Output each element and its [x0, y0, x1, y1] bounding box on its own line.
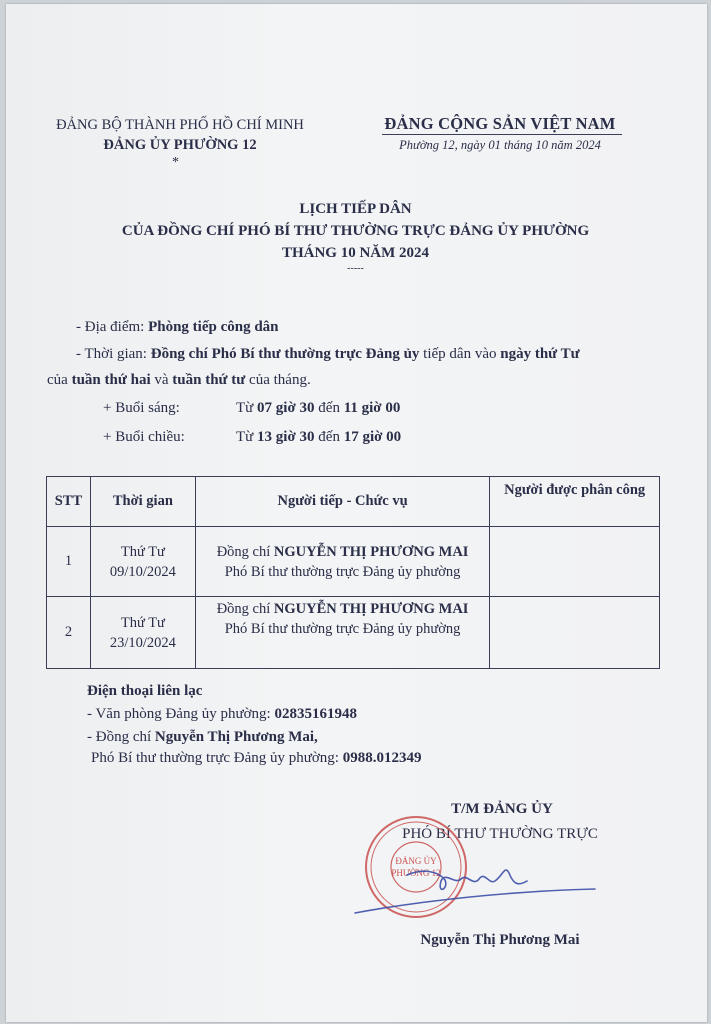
header-star: *: [172, 155, 179, 170]
afternoon-label: + Buổi chiều:: [103, 429, 185, 445]
time-line2-text-c: của tháng.: [245, 372, 311, 388]
receiver-prefix: Đồng chí: [216, 543, 274, 560]
document-subtitle: CỦA ĐỒNG CHÍ PHÓ BÍ THƯ THƯỜNG TRỰC ĐẢNG ỦY PHƯỜNG: [121, 223, 590, 239]
row-receiver: [195, 597, 489, 669]
afternoon-from: Từ: [236, 429, 258, 445]
receiver-name: NGUYỄN THỊ PHƯƠNG MAI: [273, 543, 469, 560]
time-bold-day: ngày thứ Tư: [500, 346, 580, 362]
time-label: - Thời gian:: [76, 346, 151, 362]
seal-text-2: PHƯỜNG 12: [391, 868, 441, 878]
receiver-name-line: [196, 542, 489, 562]
contact-heading: Điện thoại liên lạc: [87, 683, 203, 699]
row-date: 09/10/2024: [109, 563, 176, 580]
header-underline: [382, 134, 622, 135]
row-stt: 2: [47, 597, 91, 669]
receiver-name-line: [196, 599, 489, 619]
time-line2-bold-b: tuần thứ tư: [172, 372, 246, 388]
person-label: - Đồng chí: [87, 729, 155, 745]
row-time: [90, 597, 195, 669]
header-time: Thời gian: [90, 477, 195, 527]
morning-label: + Buổi sáng:: [103, 400, 180, 416]
header-stt: STT: [47, 477, 91, 527]
row-assigned: [490, 527, 660, 597]
table-header-row: [47, 477, 660, 527]
time-text: tiếp dân vào: [419, 346, 501, 362]
signer-name: Nguyễn Thị Phương Mai: [420, 932, 580, 948]
header-receiver: Người tiếp - Chức vụ: [195, 477, 489, 527]
table-row: [47, 527, 660, 597]
receiver-role: Phó Bí thư thường trực Đảng ủy phường: [224, 621, 461, 637]
afternoon-to: đến: [314, 429, 344, 445]
afternoon-end: 17 giờ 00: [343, 429, 402, 445]
office-label: - Văn phòng Đảng ủy phường:: [87, 706, 275, 722]
handwritten-signature-icon: [345, 845, 605, 925]
title-separator: -----: [347, 263, 364, 274]
communist-party-title: ĐẢNG CỘNG SẢN VIỆT NAM: [384, 114, 616, 133]
document-date: Phường 12, ngày 01 tháng 10 năm 2024: [399, 138, 601, 152]
time-line2-bold-a: tuần thứ hai: [71, 372, 151, 388]
header-assigned: Người được phân công: [490, 477, 660, 527]
receiver-role: Phó Bí thư thường trực Đảng ủy phường: [224, 563, 461, 580]
row-day: Thứ Tư: [120, 543, 165, 560]
table-row: [47, 597, 660, 669]
row-receiver: [195, 527, 489, 597]
morning-start: 07 giờ 30: [257, 400, 315, 416]
seal-text-1: ĐẢNG ỦY: [395, 856, 437, 866]
office-phone-line: [87, 706, 357, 723]
person-role: Phó Bí thư thường trực Đảng ủy phường:: [91, 750, 343, 766]
person-phone: 0988.012349: [342, 750, 422, 766]
location-value: Phòng tiếp công dân: [148, 319, 279, 335]
signature-position: PHÓ BÍ THƯ THƯỜNG TRỰC: [402, 826, 598, 842]
time-bold-subject: Đồng chí Phó Bí thư thường trực Đảng ủy: [150, 346, 420, 362]
row-day: Thứ Tư: [120, 614, 165, 631]
office-phone: 02835161948: [274, 706, 357, 722]
receiver-prefix: Đồng chí: [216, 601, 274, 617]
receiver-name: NGUYỄN THỊ PHƯƠNG MAI: [273, 601, 469, 617]
morning-to: đến: [314, 400, 344, 416]
person-name: Nguyễn Thị Phương Mai,: [154, 729, 318, 745]
location-label: - Địa điểm:: [76, 319, 149, 335]
person-phone-line: [91, 750, 421, 767]
row-date: 23/10/2024: [109, 634, 176, 651]
person-line: [87, 729, 318, 746]
time-line2-text-a: của: [47, 372, 72, 388]
document-title: LỊCH TIẾP DÂN: [299, 201, 412, 217]
morning-end: 11 giờ 00: [343, 400, 401, 416]
morning-from: Từ: [236, 400, 258, 416]
time-line2-text-b: và: [150, 372, 173, 388]
row-time: [90, 527, 195, 597]
afternoon-start: 13 giờ 30: [257, 429, 315, 445]
afternoon-hours: [236, 429, 401, 446]
ward-party-committee: ĐẢNG ỦY PHƯỜNG 12: [103, 137, 257, 153]
morning-hours: [236, 400, 400, 417]
row-stt: 1: [47, 527, 91, 597]
document-month: THÁNG 10 NĂM 2024: [281, 245, 430, 261]
time-line: [76, 346, 580, 363]
signature-on-behalf: T/M ĐẢNG ỦY: [451, 801, 553, 817]
party-committee-city: ĐẢNG BỘ THÀNH PHỐ HỒ CHÍ MINH: [56, 117, 304, 133]
time-line-2: [47, 372, 311, 389]
row-assigned: [490, 597, 660, 669]
schedule-table: [46, 476, 660, 669]
location-line: [76, 319, 279, 336]
